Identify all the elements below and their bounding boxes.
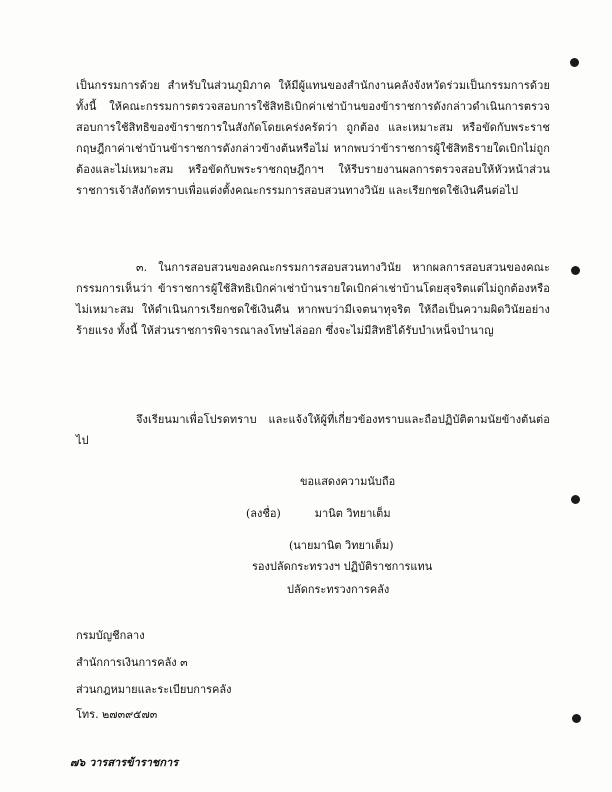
- closing-phrase: ขอแสดงความนับถือ: [300, 475, 396, 488]
- body-paragraph-3: จึงเรียนมาเพื่อโปรดทราบ และแจ้งให้ผู้ที่เกี่ยวข้องทราบและถือปฏิบัติตามนัยข้างต้นต่อไป: [76, 413, 550, 447]
- punch-hole-mark: [572, 714, 581, 723]
- issuing-office: สำนักการเงินการคลัง ๓: [76, 656, 188, 669]
- body-paragraph-1: เป็นกรรมการด้วย สำหรับในส่วนภูมิภาค ให้มีผู้แทนของสำนักงานคลังจังหวัดร่วมเป็นกรรมการด้วย ทั้งนี้ ให้คณะกรรมการตรวจสอบการใช้สิทธิเบิกค่าเช่าบ้านของข้าราชการดังกล่าวดำเนินการตรวจสอบการใช้สิทธิของข้าราชการในสังกัดโดยเคร่งครัดว่า ถูกต้อง และเหมาะสม หรือขัดกับพระราชกฤษฎีกาค่าเช่าบ้านข้าราชการดังกล่าวข้างต้นหรือไม่ หากพบว่าข้าราชการผู้ใช้สิทธิรายใดเบิกไม่ถูกต้องและไม่เหมาะสม หรือขัดกับพระราชกฤษฎีกาฯ ให้รีบรายงานผลการตรวจสอบให้หัวหน้าส่วนราชการเจ้าสังกัดทราบเพื่อแต่งตั้งคณะกรรมการสอบสวนทางวินัย และเรียกชดใช้เงินคืนต่อไป: [76, 79, 550, 197]
- signed-line: [246, 506, 391, 522]
- signed-prefix: (ลงชื่อ): [246, 507, 281, 520]
- page-footer: ๗๖ วารสารข้าราชการ: [70, 756, 179, 769]
- body-paragraph-2: ๓. ในการสอบสวนของคณะกรรมการสอบสวนทางวินัย หากผลการสอบสวนของคณะกรรมการเห็นว่า ข้าราชการผู้ใช้สิทธิเบิกค่าเช่าบ้านรายใดเบิกค่าเช่าบ้านโดยสุจริตแต่ไม่ถูกต้องหรือไม่เหมาะสม ให้ดำเนินการเรียกชดใช้เงินคืน หากพบว่ามีเจตนาทุจริต ให้ถือเป็นความผิดวินัยอย่างร้ายแรง ทั้งนี้ ให้ส่วนราชการพิจารณาลงโทษไล่ออก ซึ่งจะไม่มีสิทธิได้รับบำเหน็จบำนาญ: [76, 261, 550, 337]
- phone-number: โทร. ๒๗๓๙๕๗๓: [76, 708, 158, 721]
- signer-position-2: ปลัดกระทรวงการคลัง: [287, 583, 390, 596]
- punch-hole-mark: [571, 495, 580, 504]
- issuing-department: กรมบัญชีกลาง: [76, 629, 145, 642]
- printed-name: (นายมานิต วิทยาเต็ม): [289, 539, 394, 552]
- issuing-section: ส่วนกฎหมายและระเบียบการคลัง: [76, 683, 232, 696]
- signer-position-1: รองปลัดกระทรวงฯ ปฏิบัติราชการแทน: [252, 560, 433, 573]
- signed-name: มานิต วิทยาเต็ม: [314, 507, 391, 520]
- punch-hole-mark: [571, 266, 580, 275]
- punch-hole-mark: [570, 58, 579, 67]
